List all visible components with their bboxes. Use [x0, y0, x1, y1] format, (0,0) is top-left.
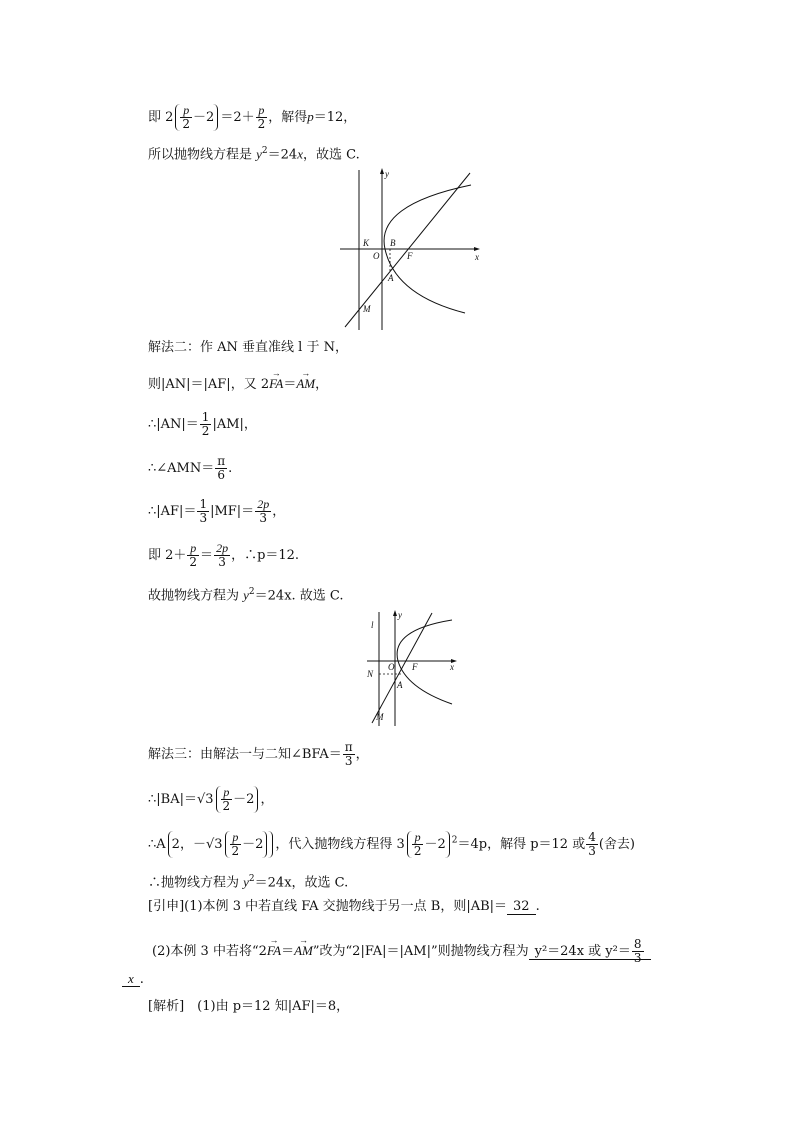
- denominator: 3: [633, 951, 642, 965]
- text: ＝24: [267, 147, 298, 163]
- text: ∴|AF|＝: [148, 504, 197, 519]
- text: ＝: [283, 377, 297, 392]
- equation-line-2: [148, 142, 360, 164]
- equation-line-9: [148, 583, 344, 605]
- text: 解法三：由解法一与二知∠BFA＝: [148, 747, 342, 762]
- text: 即 2＋: [148, 548, 187, 563]
- text: ＝24x，故选 C.: [254, 875, 349, 891]
- label-k: K: [363, 238, 370, 248]
- numerator: 2p: [257, 497, 270, 511]
- answer-continuation: [122, 970, 144, 989]
- equation-line-1: [148, 104, 356, 131]
- parabola-figure-2: [362, 608, 462, 726]
- vector-am: → AM: [296, 375, 315, 393]
- denominator: 3: [588, 844, 596, 858]
- fraction: [255, 498, 271, 525]
- numerator: π: [217, 454, 226, 468]
- text: －2: [242, 837, 264, 852]
- variable: y: [243, 587, 249, 603]
- text: .: [228, 461, 233, 476]
- text: ”改为“2|FA|＝|AM|”则抛物线方程为: [312, 944, 529, 959]
- text: ＝: [281, 944, 295, 959]
- numerator: 4: [588, 830, 596, 844]
- line-fa: [372, 613, 432, 723]
- text: ，: [315, 377, 329, 392]
- numerator: p: [187, 542, 199, 556]
- fraction: [215, 455, 227, 482]
- denominator: 3: [199, 511, 208, 525]
- label-y: y: [398, 610, 402, 620]
- denominator: 2: [189, 555, 198, 569]
- label-n: N: [367, 669, 374, 679]
- denominator: 3: [218, 555, 226, 569]
- superscript: 2: [248, 874, 255, 884]
- equation-line-6: [148, 455, 232, 482]
- denominator: 2: [222, 799, 231, 813]
- fraction: [214, 542, 230, 569]
- numerator: 8: [633, 937, 642, 951]
- text: ∴∠AMN＝: [148, 461, 215, 476]
- label-f: F: [407, 251, 413, 261]
- label-o: O: [388, 662, 395, 672]
- method-three-heading: [148, 741, 369, 768]
- label-m: M: [363, 304, 371, 314]
- label-a: A: [397, 680, 403, 690]
- label-y: y: [385, 169, 389, 179]
- text: |MF|＝: [210, 504, 255, 519]
- paren-group: [216, 786, 259, 813]
- numerator: p: [180, 104, 192, 118]
- text: .: [139, 972, 144, 987]
- fraction: [632, 938, 644, 965]
- text: .: [535, 899, 540, 914]
- text: 解法二：作 AN 垂直准线 l 于 N，: [148, 340, 348, 355]
- equation-line-8: [148, 542, 299, 569]
- text: ＝4p，解得 p＝12 或: [457, 837, 586, 852]
- paren-group: [175, 104, 218, 131]
- method-two-heading: [148, 339, 348, 357]
- text: (1)由 p＝12 知|AF|＝8，: [184, 999, 350, 1014]
- fraction: [256, 104, 268, 131]
- text: ∴抛物线方程为: [148, 875, 244, 891]
- fraction: [180, 104, 192, 131]
- text: ，: [260, 792, 274, 807]
- label-x: x: [450, 662, 454, 672]
- fraction: [200, 411, 212, 438]
- analysis-tag: [解析]: [148, 999, 185, 1014]
- denominator: 2: [413, 844, 422, 858]
- label-x: x: [475, 252, 479, 262]
- answer-blank: 32: [507, 899, 536, 915]
- text: ，: [355, 747, 369, 762]
- fraction: [187, 542, 199, 569]
- equation-line-13: [148, 870, 348, 892]
- analysis-line: [148, 998, 349, 1016]
- superscript: 2: [248, 587, 255, 597]
- label-m: M: [376, 712, 384, 722]
- denominator: 3: [259, 511, 267, 525]
- text: ∴|AN|＝: [148, 417, 199, 432]
- denominator: 3: [344, 754, 353, 768]
- text: (2)本例 3 中若将“2: [152, 944, 267, 959]
- equation-line-5: [148, 411, 257, 438]
- fraction: [412, 831, 424, 858]
- denominator: 2: [182, 117, 191, 131]
- text: 即 2: [148, 110, 174, 125]
- answer-blank: [529, 937, 651, 965]
- text: ∴A: [148, 837, 166, 852]
- denominator: 2: [201, 424, 210, 438]
- text: －2: [193, 110, 215, 125]
- paren-group: [168, 831, 274, 858]
- paren-group: [225, 831, 268, 858]
- fraction: [221, 786, 233, 813]
- text: 所以抛物线方程是: [148, 147, 257, 163]
- numerator: p: [412, 831, 424, 845]
- vector-am: → AM: [294, 942, 313, 960]
- numerator: π: [344, 740, 353, 754]
- label-o: O: [373, 251, 380, 261]
- equation-line-7: [148, 498, 285, 525]
- text: [引申](1)本例 3 中若直线 FA 交抛物线于另一点 B，则|AB|＝: [148, 899, 508, 914]
- equation-line-4: [148, 375, 328, 394]
- text: ，: [272, 504, 286, 519]
- text: ＝12，: [313, 110, 357, 125]
- extension-question-2: [152, 938, 651, 965]
- superscript: 2: [261, 146, 268, 156]
- variable: y: [256, 146, 262, 162]
- parabola-figure-1: [335, 165, 485, 330]
- fraction: [343, 741, 355, 768]
- fraction: [197, 498, 209, 525]
- text: －2: [424, 837, 446, 852]
- text: y²＝24x 或 y²＝: [534, 944, 631, 959]
- denominator: 6: [217, 468, 226, 482]
- paren-group: [407, 831, 450, 858]
- fraction: [230, 831, 242, 858]
- text: －2: [233, 792, 255, 807]
- text: 则|AN|＝|AF|，又 2: [148, 377, 270, 392]
- text: ＝24x. 故选 C.: [254, 588, 344, 604]
- text: ＝2＋: [220, 110, 255, 125]
- numerator: 1: [201, 410, 210, 424]
- text: ，解得: [268, 110, 308, 125]
- variable: p: [307, 109, 314, 124]
- numerator: p: [221, 786, 233, 800]
- variable: y: [243, 874, 249, 890]
- numerator: p: [256, 104, 268, 118]
- y-axis-arrow: [380, 168, 384, 174]
- text: ∴|BA|＝√3: [148, 792, 214, 807]
- denominator: 2: [231, 844, 240, 858]
- extension-question-1: [148, 898, 540, 916]
- x-axis-arrow: [474, 247, 480, 251]
- label-b: B: [390, 238, 396, 248]
- fraction: [586, 831, 598, 858]
- y-axis-arrow: [393, 610, 397, 616]
- label-l: l: [371, 620, 374, 630]
- label-f: F: [412, 662, 418, 672]
- text: ，∴p＝12.: [231, 548, 300, 563]
- text: (舍去): [598, 837, 636, 852]
- text: |AM|，: [212, 417, 257, 432]
- superscript: 2: [451, 835, 458, 846]
- text: ＝: [200, 548, 214, 563]
- answer-blank: x: [122, 971, 140, 987]
- text: ，代入抛物线方程得 3: [275, 837, 405, 852]
- text: 2，－√3: [171, 837, 223, 852]
- vector-fa: → FA: [269, 375, 283, 393]
- numerator: 2p: [216, 541, 229, 555]
- text: ，故选 C.: [302, 147, 360, 163]
- equation-line-12: [148, 831, 635, 858]
- numerator: 1: [199, 497, 208, 511]
- variable: x: [297, 146, 303, 162]
- text: 故抛物线方程为: [148, 588, 244, 604]
- vector-fa: → FA: [267, 942, 281, 960]
- numerator: p: [230, 831, 242, 845]
- equation-line-11: [148, 786, 273, 813]
- denominator: 2: [257, 117, 266, 131]
- label-a: A: [388, 273, 394, 283]
